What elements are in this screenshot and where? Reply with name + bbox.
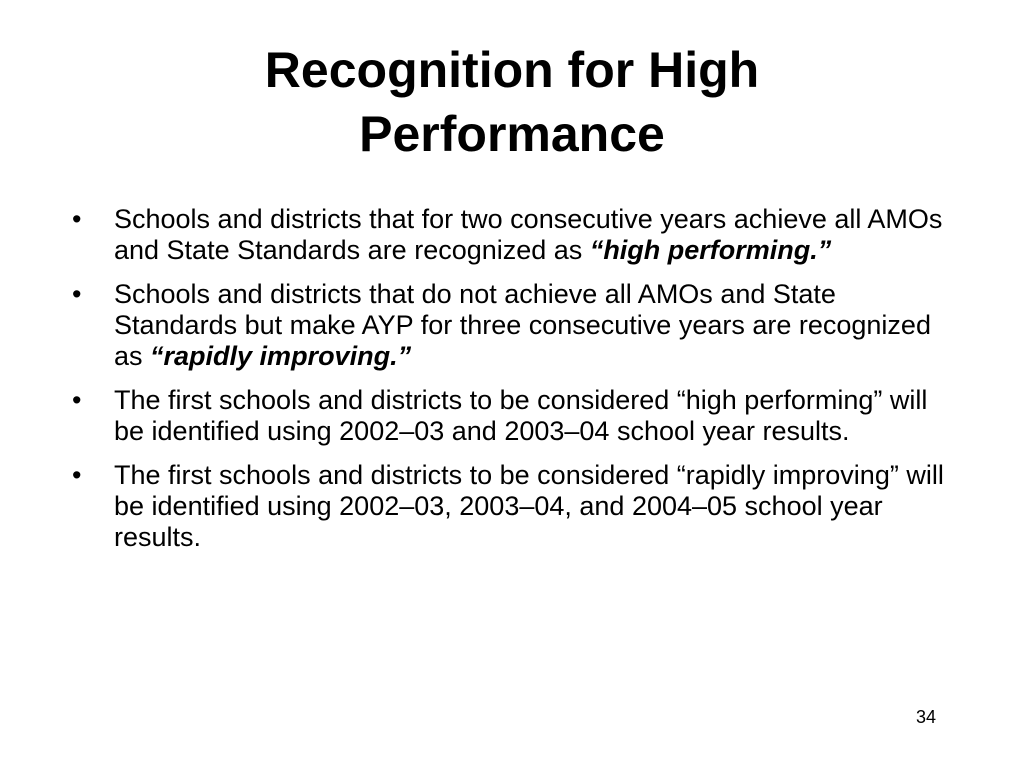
bullet-body: The first schools and districts to be considered “high performing” will be identified using 2002–03 and 2003–04 school year results.	[114, 385, 928, 446]
bullet-marker: •	[72, 385, 82, 415]
bullet-marker: •	[72, 279, 82, 309]
slide-title-line-1: Recognition for High	[264, 42, 760, 98]
bullet-text	[114, 385, 962, 447]
bullet-text	[114, 460, 962, 553]
bullet-marker: •	[72, 460, 82, 490]
bullet-list	[72, 204, 962, 566]
bullet-item	[72, 204, 962, 266]
bullet-emphasis: “high performing.”	[589, 235, 832, 265]
page-number: 34	[915, 707, 936, 727]
bullet-text	[114, 279, 962, 372]
slide-title-line-2: Performance	[359, 106, 665, 162]
bullet-item	[72, 279, 962, 372]
bullet-body: The first schools and districts to be considered “rapidly improving” will be identified using 2002–03, 2003–04, and 2004–05 school year results.	[114, 460, 944, 552]
slide-title	[0, 38, 1024, 166]
bullet-item	[72, 385, 962, 447]
bullet-text	[114, 204, 962, 266]
bullet-item	[72, 460, 962, 553]
bullet-marker: •	[72, 204, 82, 234]
bullet-body: Schools and districts that for two consecutive years achieve all AMOs and State Standards are recognized as	[114, 204, 943, 265]
bullet-body: Schools and districts that do not achieve all AMOs and State Standards but make AYP for three consecutive years are recognized as	[114, 279, 931, 371]
bullet-emphasis: “rapidly improving.”	[150, 341, 412, 371]
